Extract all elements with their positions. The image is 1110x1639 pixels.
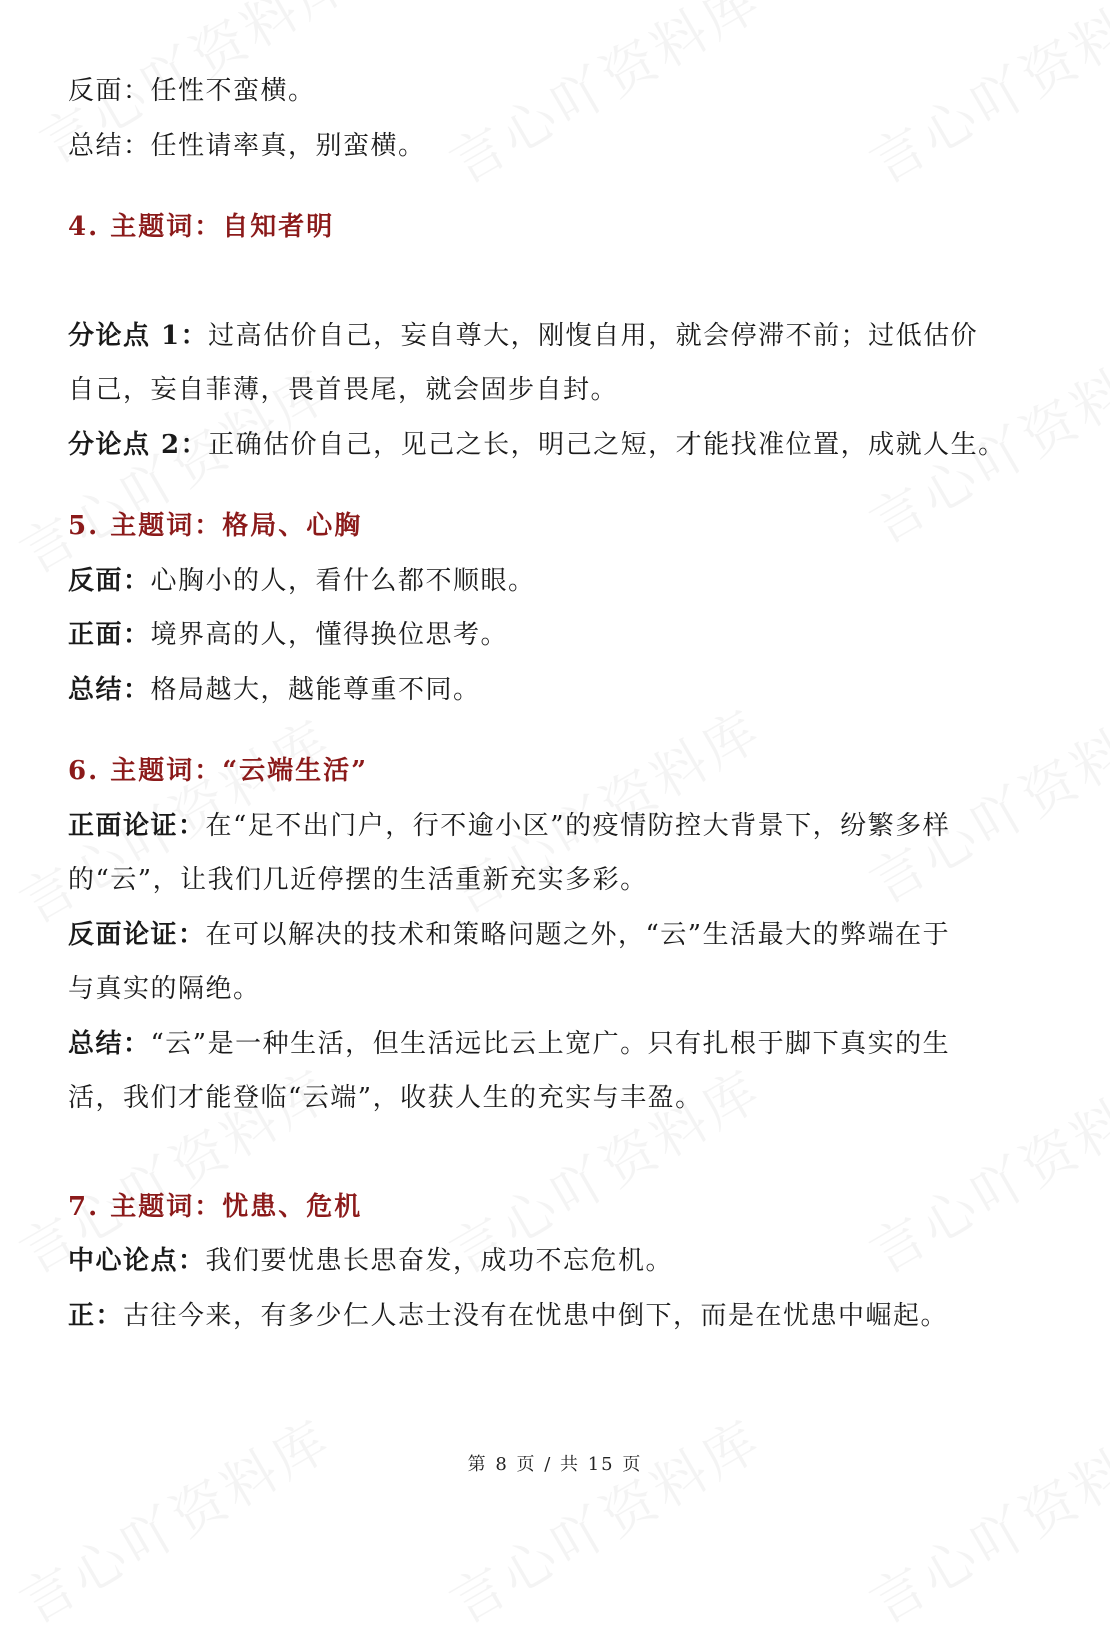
line-text: 我们要忧患长思奋发，成功不忘危机。	[205, 1246, 674, 1276]
paragraph-line	[68, 962, 1048, 1017]
watermark	[434, 1398, 774, 1639]
line-label: 正面论证：	[68, 810, 206, 841]
line-label: 反面：	[68, 565, 151, 596]
paragraph-line	[68, 363, 1048, 418]
paragraph-line	[68, 1234, 1048, 1289]
line-text: 任性请率真，别蛮横。	[150, 130, 426, 161]
paragraph-line	[68, 908, 1048, 963]
paragraph-line	[68, 1289, 1048, 1344]
line-text: 古往今来，有多少仁人志士没有在忧患中倒下，而是在忧患中崛起。	[123, 1300, 949, 1331]
paragraph-line	[68, 64, 1048, 119]
line-text: “云”是一种生活，但生活远比云上宽广。只有扎根于脚下真实的生	[150, 1028, 951, 1059]
line-text: 活，我们才能登临“云端”，收获人生的充实与丰盈。	[68, 1083, 703, 1113]
section-heading: 6. 主题词：“云端生活”	[68, 756, 369, 786]
paragraph-line	[68, 853, 1048, 908]
watermark	[4, 1398, 344, 1639]
paragraph-line	[68, 418, 1048, 473]
line-label: 中心论点：	[68, 1246, 206, 1276]
line-text: 任性不蛮横。	[150, 76, 316, 106]
line-text: 格局越大，越能尊重不同。	[150, 674, 481, 705]
line-label: 分论点 2：	[68, 429, 209, 460]
section-heading: 7. 主题词：忧患、危机	[68, 1191, 363, 1222]
paragraph-line	[68, 119, 1048, 174]
paragraph-line	[68, 554, 1048, 609]
paragraph-line	[68, 799, 1048, 854]
line-label: 总结：	[68, 1028, 151, 1059]
section-heading: 4. 主题词：自知者明	[68, 212, 335, 242]
paragraph-line	[68, 309, 1048, 364]
line-label: 总结：	[68, 674, 151, 705]
paragraph-line	[68, 1071, 1048, 1126]
line-label: 正：	[68, 1300, 124, 1331]
line-text: 正确估价自己，见己之长，明己之短，才能找准位置，成就人生。	[208, 429, 1006, 460]
line-label: 正面：	[68, 620, 151, 650]
watermark	[854, 1398, 1110, 1639]
paragraph-line	[68, 1017, 1048, 1072]
line-label: 总结：	[68, 130, 151, 161]
line-text: 境界高的人，懂得换位思考。	[150, 620, 509, 650]
document-body	[68, 64, 1048, 1343]
paragraph-line	[68, 663, 1048, 718]
line-label: 反面论证：	[68, 919, 206, 950]
line-text: 心胸小的人，看什么都不顺眼。	[150, 565, 536, 596]
line-text: 在“足不出门户，行不逾小区”的疫情防控大背景下，纷繁多样	[205, 810, 951, 841]
page-number-footer: 第 8 页 / 共 15 页	[467, 1454, 643, 1475]
paragraph-line	[68, 608, 1048, 663]
section-heading: 5. 主题词：格局、心胸	[68, 511, 363, 541]
line-text: 自己，妄自菲薄，畏首畏尾，就会固步自封。	[68, 375, 619, 405]
line-label: 反面：	[68, 76, 151, 106]
line-text: 的“云”，让我们几近停摆的生活重新充实多彩。	[68, 865, 648, 895]
line-text: 过高估价自己，妄自尊大，刚愎自用，就会停滞不前；过低估价	[208, 320, 979, 351]
line-text: 与真实的隔绝。	[68, 974, 261, 1004]
line-label: 分论点 1：	[68, 320, 209, 351]
line-text: 在可以解决的技术和策略问题之外，“云”生活最大的弊端在于	[205, 919, 951, 950]
